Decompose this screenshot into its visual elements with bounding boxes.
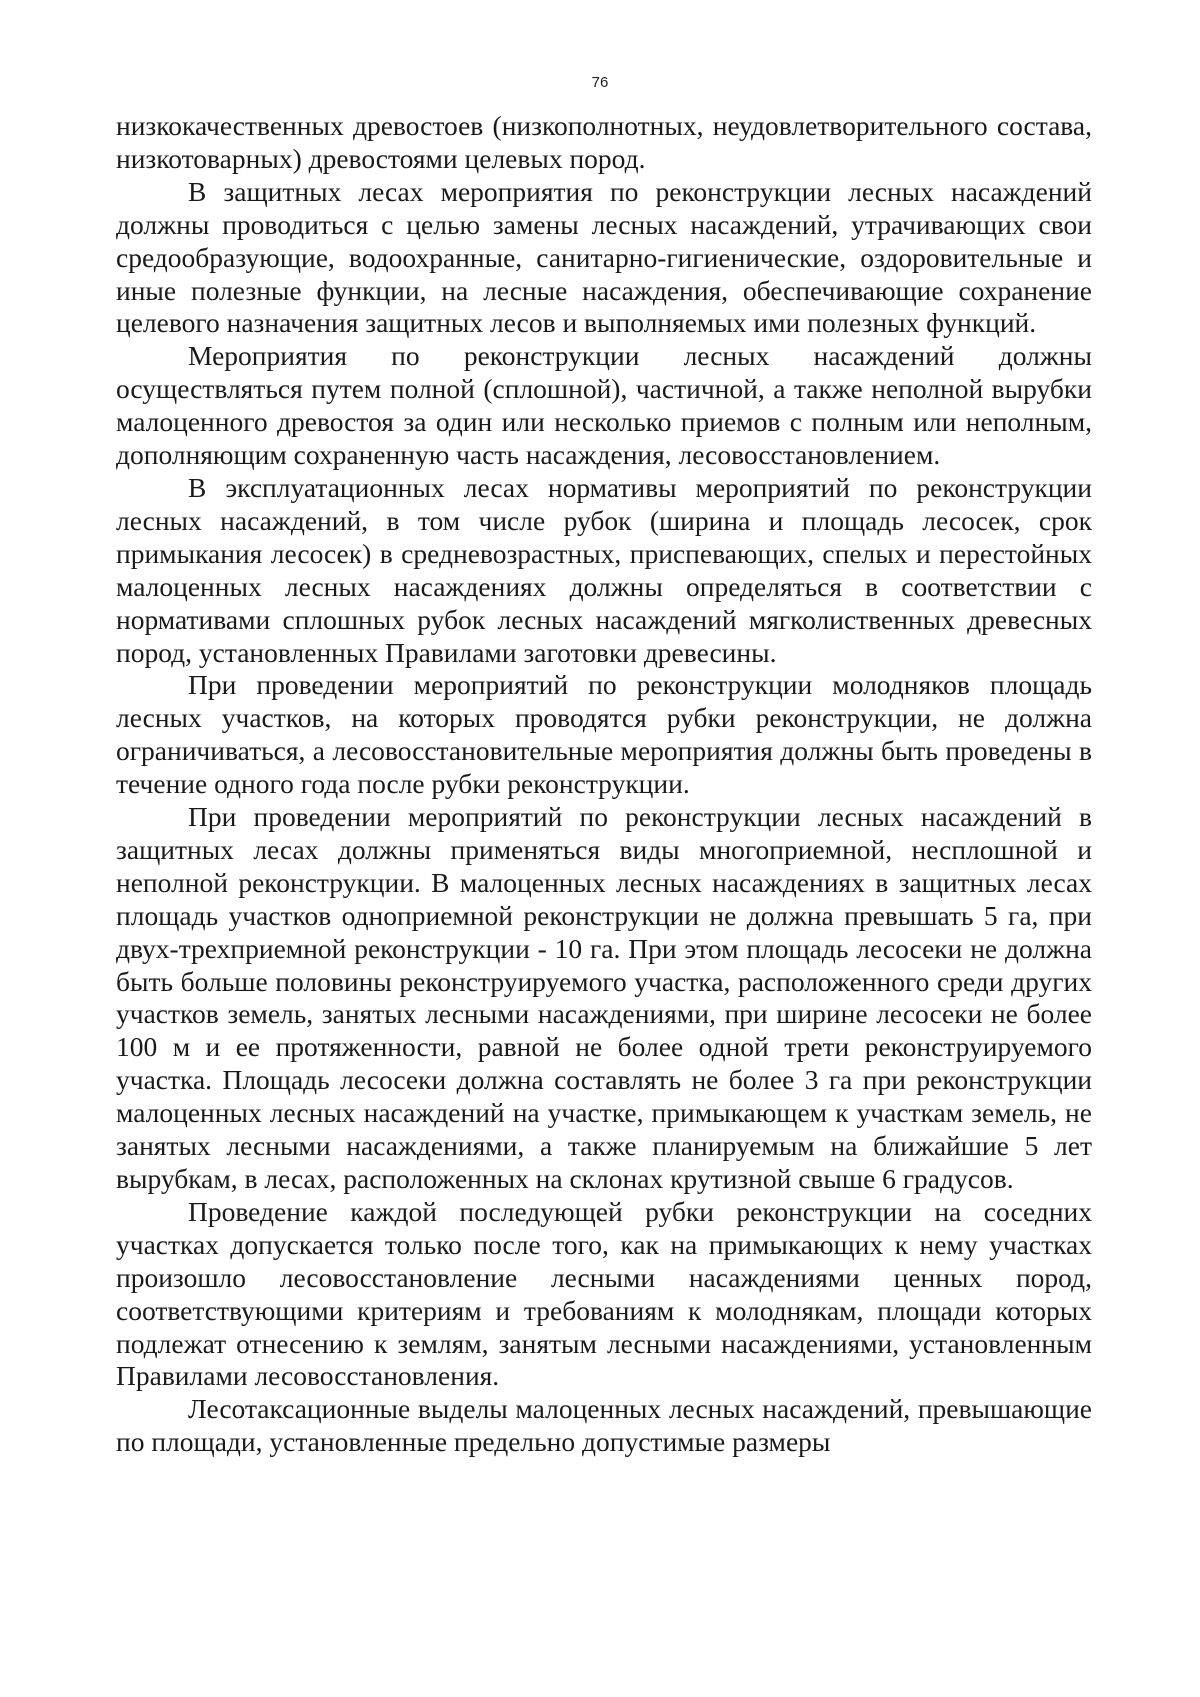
document-body xyxy=(116,110,1092,1459)
paragraph-1: низкокачественных древостоев (низкополнотных, неудовлетворительного состава, низкотоварных) древостоями целевых пород. xyxy=(116,110,1092,174)
paragraph-8: Лесотаксационные выделы малоценных лесных насаждений, превышающие по площади, установленные предельно допустимые размеры xyxy=(116,1393,1092,1458)
paragraph-6: При проведении мероприятий по реконструкции лесных насаждений в защитных лесах должны применяться виды многоприемной, несплошной и неполной реконструкции. В малоценных лесных насаждениях в защитных лесах площадь участков одноприемной реконструкции не должна превышать 5 га, при двух-трехприемной реконструкции - 10 га. При этом площадь лесосеки не должна быть больше половины реконструируемого участка, расположенного среди других участков земель, занятых лесными насаждениями, при ширине лесосеки не более 100 м и ее протяженности, равной не более одной трети реконструируемого участка. Площадь лесосеки должна составлять не более 3 га при реконструкции малоценных лесных насаждений на участке, примыкающем к участкам земель, не занятых лесными насаждениями, а также планируемым на ближайшие 5 лет вырубкам, в лесах, расположенных на склонах крутизной свыше 6 градусов. xyxy=(116,801,1092,1194)
page-number: 76 xyxy=(591,74,609,91)
paragraph-2: В защитных лесах мероприятия по реконструкции лесных насаждений должны проводиться с целью замены лесных насаждений, утрачивающих свои средообразующие, водоохранные, санитарно-гигиенические, оздоровительные и иные полезные функции, на лесные насаждения, обеспечивающие сохранение целевого назначения защитных лесов и выполняемых ими полезных функций. xyxy=(116,175,1092,339)
paragraph-7: Проведение каждой последующей рубки реконструкции на соседних участках допускается только после того, как на примыкающих к нему участках произошло лесовосстановление лесными насаждениями ценных пород, соответствующими критериям и требованиям к молоднякам, площади которых подлежат отнесению к землям, занятым лесными насаждениями, установленным Правилами лесовосстановления. xyxy=(116,1195,1092,1392)
paragraph-5: При проведении мероприятий по реконструкции молодняков площадь лесных участков, на которых проводятся рубки реконструкции, не должна ограничиваться, а лесовосстановительные мероприятия должны быть проведены в течение одного года после рубки реконструкции. xyxy=(116,669,1092,800)
paragraph-4: В эксплуатационных лесах нормативы мероприятий по реконструкции лесных насаждений, в том числе рубок (ширина и площадь лесосек, срок примыкания лесосек) в средневозрастных, приспевающих, спелых и перестойных малоценных лесных насаждениях должны определяться в соответствии с нормативами сплошных рубок лесных насаждений мягколиственных древесных пород, установленных Правилами заготовки древесины. xyxy=(116,471,1092,668)
paragraph-3: Мероприятия по реконструкции лесных насаждений должны осуществляться путем полной (сплошной), частичной, а также неполной вырубки малоценного древостоя за один или несколько приемов с полным или неполным, дополняющим сохраненную часть насаждения, лесовосстановлением. xyxy=(116,340,1092,471)
